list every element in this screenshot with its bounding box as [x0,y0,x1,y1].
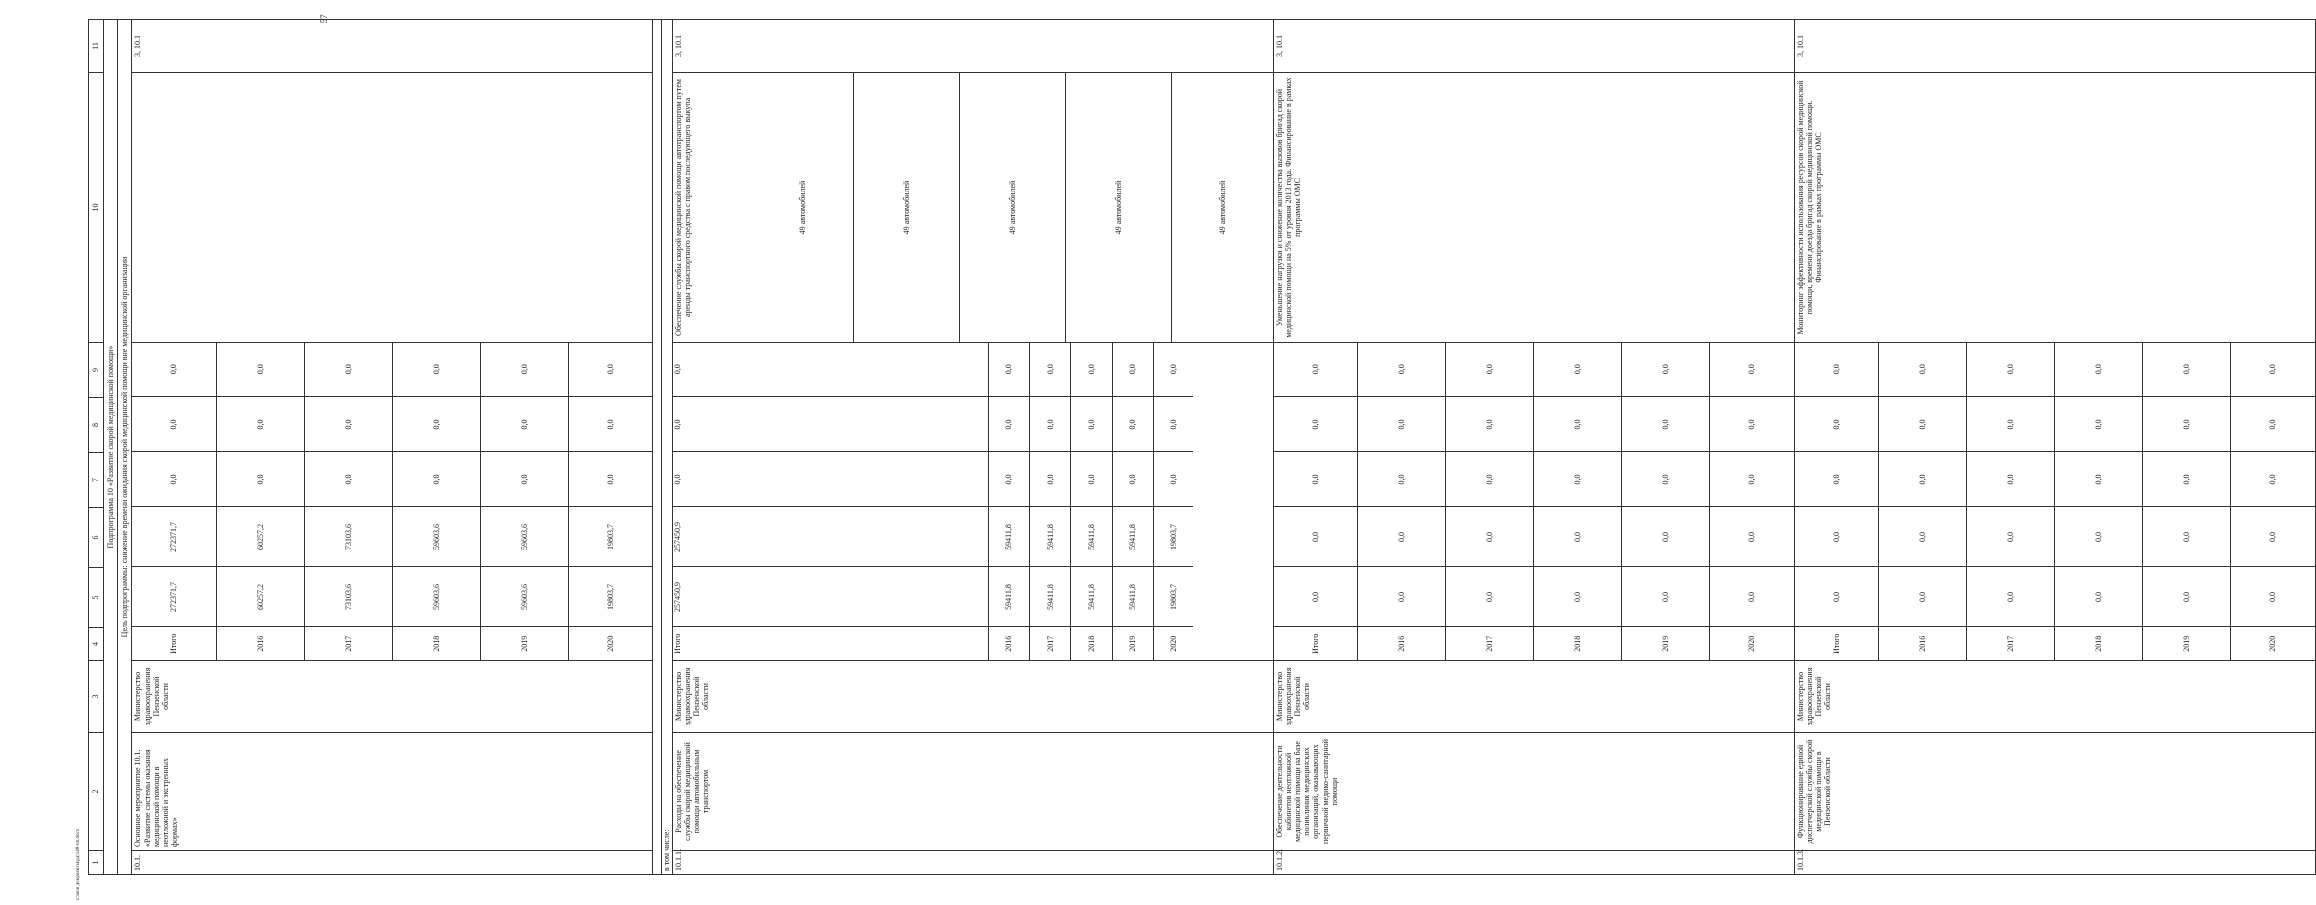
finance-value-cell: 0,0 [673,342,989,397]
finance-value-cell: 0,0 [1966,397,2054,452]
finance-value-cell: 0,0 [569,452,653,507]
finance-period-cell: 2017 [1445,627,1533,660]
table-row [132,20,653,875]
col-header-1: 1 [89,851,104,875]
finance-value-cell: 0,0 [1795,397,1879,452]
finance-value-cell: 59603,6 [480,567,568,627]
finance-value-cell: 0,0 [2055,567,2143,627]
finance-value-cell: 0,0 [1795,342,1879,397]
finance-value-cell: 0,0 [1622,452,1710,507]
finance-year-row [216,342,304,660]
finance-subtable [673,342,1193,660]
finance-value-cell: 0,0 [1071,452,1112,507]
finance-value-cell: 0,0 [1030,342,1071,397]
finance-value-cell: 0,0 [132,397,216,452]
col-header-7: 7 [89,453,104,508]
finance-value-cell: 0,0 [1878,507,1966,567]
finance-value-cell: 0,0 [480,397,568,452]
spacer-row [653,20,662,875]
row-result: Мониторинг эффективности использования ресурсов скорой медицинской помощи, времени доезда бригад скорой медицинской помощи. Финансирование в рамках программы ОМС [1794,73,2315,343]
finance-value-cell: 0,0 [673,397,989,452]
finance-total-row [1274,342,1358,660]
finance-period-cell: 2019 [1622,627,1710,660]
finance-value-cell: 0,0 [1112,397,1153,452]
finance-period-cell: 2020 [1747,635,1757,652]
finance-value-cell: 60257,2 [216,567,304,627]
finance-period-cell: 2017 [1030,627,1071,660]
finance-value-cell: 0,0 [1071,397,1112,452]
finance-value-cell: 19803,7 [569,567,653,627]
finance-value-cell: 0,0 [1878,397,1966,452]
page-number: 57 [319,14,329,24]
result-item-row [960,73,1066,342]
finance-value-cell: 0,0 [392,452,480,507]
finance-value-cell: 0,0 [216,342,304,397]
col-header-3: 3 [89,661,104,733]
finance-value-cell: 0,0 [1445,452,1533,507]
finance-year-row [2143,342,2231,660]
finance-value-cell: 0,0 [673,452,989,507]
result-item-row [753,73,854,342]
finance-value-cell: 272371,7 [132,507,216,567]
finance-value-cell: 0,0 [1357,567,1445,627]
row-executor: Министерство здравоохранения Пензенской области [672,661,1273,733]
finance-year-row [1153,342,1192,660]
row-executor: Министерство здравоохранения Пензенской области [132,661,653,733]
finance-year-row [1112,342,1153,660]
finance-value-cell: 0,0 [1112,452,1153,507]
finance-year-row [1030,342,1071,660]
finance-value-cell: 0,0 [1030,397,1071,452]
finance-value-cell: 0,0 [480,452,568,507]
finance-subtable [1795,342,2315,660]
finance-period-cell: 2016 [988,627,1029,660]
finance-year-row [392,342,480,660]
col-header-10: 10 [89,73,104,343]
finance-value-cell: 0,0 [1534,567,1622,627]
finance-year-row [569,342,653,660]
finance-value-cell: 0,0 [2231,342,2315,397]
subprogram-title-row [104,20,118,875]
finance-value-cell: 0,0 [1795,567,1879,627]
finance-period-cell: Итого [1795,627,1879,660]
finance-value-cell: 0,0 [480,342,568,397]
result-item: 49 автомобилей [1217,180,1227,235]
finance-value-cell: 0,0 [1274,567,1358,627]
rotated-table-wrapper [88,20,2278,875]
col-header-2: 2 [89,733,104,851]
row-result [132,73,653,343]
finance-value-cell: 59411,8 [988,507,1029,567]
finance-value-cell: 0,0 [1274,507,1358,567]
row-executor: Министерство здравоохранения Пензенской области [1794,661,2315,733]
subprogram-goal-row [118,20,132,875]
row-number: 10.1.1. [672,851,1273,875]
finance-value-cell: 0,0 [1534,507,1622,567]
finance-year-row [2055,342,2143,660]
finance-year-row [1534,342,1622,660]
finance-value-cell: 0,0 [392,342,480,397]
finance-value-cell: 0,0 [1445,397,1533,452]
finance-value-cell: 0,0 [2231,452,2315,507]
finance-value-cell: 0,0 [1357,397,1445,452]
finance-year-row [1357,342,1445,660]
result-item: 49 автомобилей [753,73,854,342]
finance-value-cell: 0,0 [1710,397,1794,452]
finance-year-row [988,342,1029,660]
finance-value-cell: 0,0 [1274,452,1358,507]
finance-value-cell: 0,0 [1710,567,1794,627]
finance-value-cell: 73103,6 [304,567,392,627]
finance-value-cell: 0,0 [2143,342,2231,397]
finance-value-cell: 59411,8 [1030,507,1071,567]
row-number: 10.1.2. [1273,851,1794,875]
col-header-9: 9 [89,343,104,398]
finance-year-row [1622,342,1710,660]
row-indicator: 3, 10.1 [1273,20,1794,73]
finance-year-row [1966,342,2054,660]
finance-year-row [480,342,568,660]
finance-value-cell: 0,0 [1357,342,1445,397]
finance-grid [672,343,1273,661]
row-result-cell [672,73,1273,343]
finance-value-cell: 0,0 [1878,567,1966,627]
finance-period-cell: 2020 [606,635,616,652]
finance-value-cell: 0,0 [216,397,304,452]
finance-value-cell: 0,0 [304,397,392,452]
finance-value-cell: 257450,9 [673,507,989,567]
finance-value-cell: 0,0 [1710,342,1794,397]
finance-period-cell: 2016 [216,627,304,660]
finance-value-cell: 0,0 [1274,342,1358,397]
finance-value-cell: 0,0 [1878,452,1966,507]
finance-value-cell: 59603,6 [392,507,480,567]
table-row [1794,20,2315,875]
finance-value-cell: 0,0 [1966,452,2054,507]
row-number: 10.1.3. [1794,851,2315,875]
finance-value-cell: 0,0 [1534,397,1622,452]
finance-value-cell: 0,0 [1966,342,2054,397]
finance-grid [1794,343,2315,661]
col-header-11: 11 [89,20,104,73]
row-measure-name: Обеспечение деятельности кабинетов неотложной медицинской помощи на базе поликлиник медицинских организаций, оказывающих первичной медико-санитарной помощи [1273,733,1794,851]
finance-period-cell: 2017 [1966,627,2054,660]
row-result: Обеспечение службы скорой медицинской помощи автотранспортом путем аренды транспортного средства с правом последующего выкупа [673,79,692,336]
finance-value-cell: 0,0 [2143,452,2231,507]
finance-value-cell: 272371,7 [132,567,216,627]
finance-value-cell: 0,0 [1795,507,1879,567]
finance-year-row [1445,342,1533,660]
finance-period-cell: 2019 [2143,627,2231,660]
finance-year-row [1878,342,1966,660]
finance-value-cell: 0,0 [988,342,1029,397]
finance-value-cell: 0,0 [216,452,304,507]
finance-period-cell: 2020 [2268,635,2278,652]
finance-value-cell: 59411,8 [1071,507,1112,567]
table-row [1273,20,1794,875]
finance-value-cell: 0,0 [392,397,480,452]
row-indicator: 3, 10.1 [1794,20,2315,73]
finance-value-cell: 0,0 [132,452,216,507]
finance-value-cell: 59411,8 [1071,567,1112,627]
finance-period-cell: 2018 [1071,627,1112,660]
finance-year-row [1710,342,1794,660]
finance-value-cell: 0,0 [1153,342,1192,397]
finance-value-cell: 59603,6 [480,507,568,567]
row-executor: Министерство здравоохранения Пензенской области [1273,661,1794,733]
finance-value-cell: 0,0 [1153,397,1192,452]
finance-value-cell: 0,0 [1274,397,1358,452]
finance-value-cell: 73103,6 [304,507,392,567]
subprogram-table [88,19,2316,875]
finance-value-cell: 0,0 [1878,342,1966,397]
finance-period-cell: 2017 [304,627,392,660]
finance-value-cell: 0,0 [2055,507,2143,567]
finance-value-cell: 0,0 [2143,397,2231,452]
finance-value-cell: 0,0 [1445,342,1533,397]
finance-value-cell: 0,0 [2055,342,2143,397]
row-measure-name: Расходы на обеспечение службы скорой медицинской помощи автомобильным транспортом [672,733,1273,851]
finance-period-cell: 2018 [2055,627,2143,660]
finance-period-cell: Итого [673,627,989,660]
finance-value-cell: 0,0 [988,452,1029,507]
finance-period-cell: 2018 [1534,627,1622,660]
finance-value-cell: 59411,8 [988,567,1029,627]
finance-value-cell: 257450,9 [673,567,989,627]
finance-period-cell: 2018 [392,627,480,660]
finance-year-row [2231,342,2315,660]
finance-value-cell: 0,0 [1710,452,1794,507]
finance-value-cell: 0,0 [304,342,392,397]
row-number: 10.1. [132,851,653,875]
finance-total-row [673,342,989,660]
result-items-table [753,73,1273,342]
finance-value-cell: 0,0 [1112,342,1153,397]
row-measure-name: Основное мероприятие 10.1. «Развитие системы оказания медицинской помощи в неотложной и экстренных формах» [132,733,653,851]
finance-value-cell: 0,0 [1153,452,1192,507]
footer-file-path-container [74,820,86,900]
finance-grid [132,343,653,661]
result-item-row [853,73,959,342]
finance-value-cell: 0,0 [1357,507,1445,567]
result-item: 49 автомобилей [960,73,1066,342]
finance-value-cell: 0,0 [1534,452,1622,507]
finance-value-cell: 19803,7 [1153,567,1192,627]
finance-total-row [132,342,216,660]
finance-period-cell: Итого [1274,627,1358,660]
rotated-table-canvas [88,20,2278,875]
finance-value-cell: 0,0 [1071,342,1112,397]
finance-value-cell: 19803,7 [569,507,653,567]
finance-value-cell: 0,0 [1966,567,2054,627]
finance-period-cell: 2019 [1112,627,1153,660]
finance-value-cell: 0,0 [1445,567,1533,627]
finance-value-cell: 0,0 [1710,507,1794,567]
finance-year-row [304,342,392,660]
finance-value-cell: 0,0 [1795,452,1879,507]
finance-grid [1273,343,1794,661]
finance-value-cell: 0,0 [304,452,392,507]
result-item: 49 автомобилей [853,73,959,342]
finance-value-cell: 0,0 [1622,342,1710,397]
finance-value-cell: 19803,7 [1153,507,1192,567]
finance-value-cell: 0,0 [988,397,1029,452]
finance-total-row [1795,342,1879,660]
col-header-8: 8 [89,398,104,453]
finance-value-cell: 59411,8 [1030,567,1071,627]
finance-value-cell: 60257,2 [216,507,304,567]
finance-value-cell: 0,0 [2231,567,2315,627]
finance-value-cell: 0,0 [1622,567,1710,627]
finance-value-cell: 0,0 [1534,342,1622,397]
col-header-4: 4 [89,628,104,661]
finance-value-cell: 59411,8 [1112,567,1153,627]
finance-subtable [132,342,652,660]
col-header-5: 5 [89,568,104,628]
result-item-row [1172,73,1273,342]
finance-period-cell: 2016 [1357,627,1445,660]
finance-value-cell: 0,0 [1966,507,2054,567]
result-item: 49 автомобилей [1066,73,1172,342]
finance-value-cell: 0,0 [2231,397,2315,452]
finance-value-cell: 0,0 [569,342,653,397]
row-indicator: 3, 10.1 [132,20,653,73]
in-that-number-label: в том числе: [662,20,672,875]
row-indicator: 3, 10.1 [672,20,1273,73]
footer-file-path: c:\мои документы\рд\148-пп.docx [76,828,81,900]
finance-subtable [1274,342,1794,660]
finance-period-cell: 2016 [1878,627,1966,660]
column-number-row [89,20,104,875]
subprogram-goal: Цель подпрограммы: снижение времени ожидания скорой медицинской помощи вне медицинской организации [118,20,132,875]
finance-value-cell: 0,0 [2055,397,2143,452]
finance-value-cell: 0,0 [1445,507,1533,567]
finance-value-cell: 0,0 [2143,567,2231,627]
finance-year-row [1071,342,1112,660]
finance-value-cell: 0,0 [1622,397,1710,452]
finance-period-cell: 2019 [480,627,568,660]
table-row [672,20,1273,875]
finance-value-cell: 0,0 [2055,452,2143,507]
subprogram-title: Подпрограмма 10 «Развитие скорой медицинской помощи» [104,20,118,875]
finance-value-cell: 59411,8 [1112,507,1153,567]
finance-value-cell: 0,0 [2231,507,2315,567]
finance-value-cell: 0,0 [132,342,216,397]
col-header-6: 6 [89,508,104,568]
finance-period-cell: Итого [132,627,216,660]
in-that-number-row [662,20,672,875]
row-measure-name: Функционирование единой диспетчерской службы скорой медицинской помощи в Пензенской области [1794,733,2315,851]
finance-value-cell: 0,0 [2143,507,2231,567]
finance-value-cell: 0,0 [569,397,653,452]
finance-value-cell: 0,0 [1622,507,1710,567]
result-item-row [1066,73,1172,342]
finance-value-cell: 0,0 [1357,452,1445,507]
finance-period-cell: 2020 [1168,635,1178,652]
finance-value-cell: 0,0 [1030,452,1071,507]
finance-value-cell: 59603,6 [392,567,480,627]
row-result: Уменьшение нагрузки и снижение количества вызовов бригад скорой медицинской помощи на 5% от уровня 2013 года. Финансирование в рамках программы ОМС [1273,73,1794,343]
